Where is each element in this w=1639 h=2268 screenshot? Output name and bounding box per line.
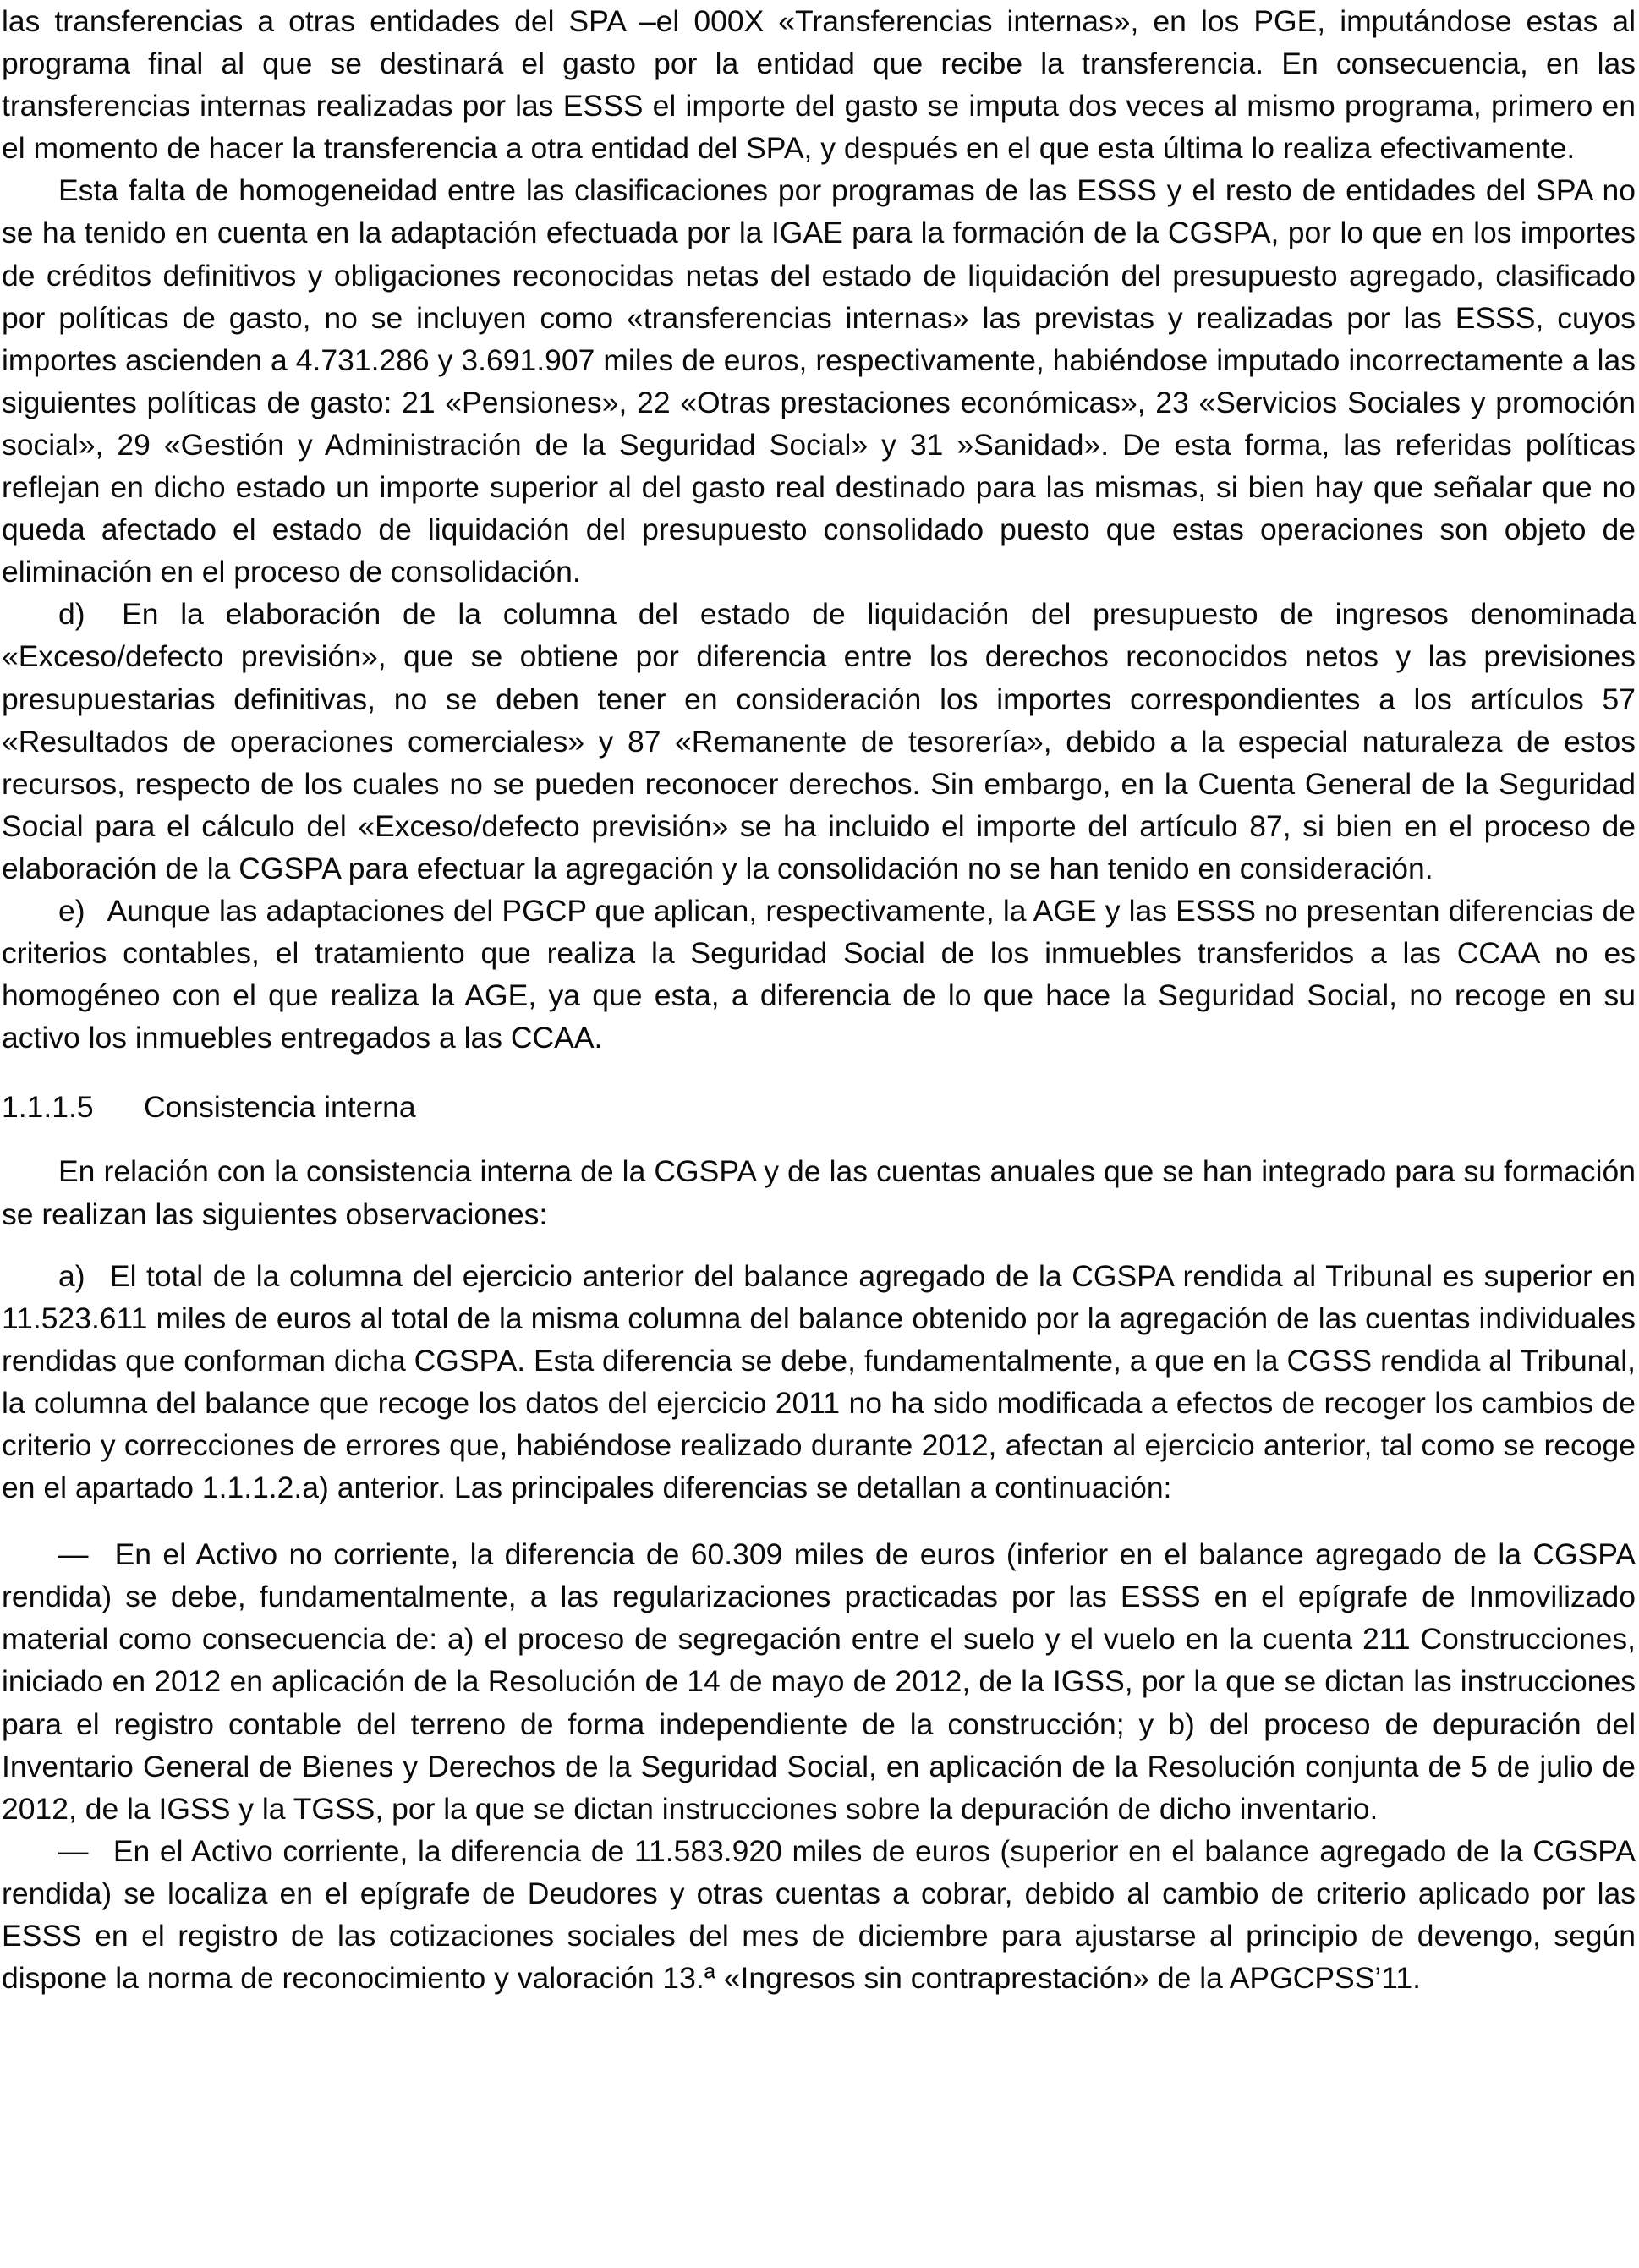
document-body — [2, 0, 1636, 1999]
section-title: Consistencia interna — [144, 1090, 416, 1125]
paragraph-item-e: e) Aunque las adaptaciones del PGCP que aplican, respectivamente, la AGE y las ESSS no presentan diferencias de criterios contables, el tratamiento que realiza la Seguridad Social de los inmuebles transferidos a las CCAA no es homogéneo con el que realiza la AGE, ya que esta, a diferencia de lo que hace la Seguridad Social, no recoge en su activo los inmuebles entregados a las CCAA. — [2, 893, 1636, 1055]
section-heading — [2, 1086, 1636, 1128]
paragraph-item-d: d) En la elaboración de la columna del estado de liquidación del presupuesto de ingresos denominada «Exceso/defecto previsión», que se obtiene por diferencia entre los derechos reconocidos netos y las previsiones presupuestarias definitivas, no se deben tener en consideración los importes correspondientes a los artículos 57 «Resultados de operaciones comerciales» y 87 «Remanente de tesorería», debido a la especial naturaleza de estos recursos, respecto de los cuales no se pueden reconocer derechos. Sin embargo, en la Cuenta General de la Seguridad Social para el cálculo del «Exceso/defecto previsión» se ha incluido el importe del artículo 87, si bien en el proceso de elaboración de la CGSPA para efectuar la agregación y la consolidación no se han tenido en consideración. — [2, 597, 1636, 885]
paragraph-item-a: a) El total de la columna del ejercicio anterior del balance agregado de la CGSPA rendida al Tribunal es superior en 11.523.611 miles de euros al total de la misma columna del balance obtenido por la agregación de las cuentas individuales rendidas que conforman dicha CGSPA. Esta diferencia se debe, fundamentalmente, a que en la CGSS rendida al Tribunal, la columna del balance que recoge los datos del ejercicio 2011 no ha sido modificada a efectos de recoger los cambios de criterio y correcciones de errores que, habiéndose realizado durante 2012, afectan al ejercicio anterior, tal como se recoge en el apartado 1.1.1.2.a) anterior. Las principales diferencias se detallan a continuación: — [2, 1258, 1636, 1505]
paragraph-intro: En relación con la consistencia interna de la CGSPA y de las cuentas anuales que se han integrado para su formación se realizan las siguientes observaciones: — [2, 1154, 1636, 1231]
section-number: 1.1.1.5 — [2, 1090, 94, 1125]
paragraph-continuation: las transferencias a otras entidades del SPA –el 000X «Transferencias internas», en los PGE, imputándose estas al programa final al que se destinará el gasto por la entidad que recibe la transferencia. En consecuencia, en las transferencias internas realizadas por las ESSS el importe del gasto se imputa dos veces al mismo programa, primero en el momento de hacer la transferencia a otra entidad del SPA, y después en el que esta última lo realiza efectivamente. — [2, 4, 1636, 166]
paragraph-homogeneity: Esta falta de homogeneidad entre las clasificaciones por programas de las ESSS y el resto de entidades del SPA no se ha tenido en cuenta en la adaptación efectuada por la IGAE para la formación de la CGSPA, por lo que en los importes de créditos definitivos y obligaciones reconocidas netas del estado de liquidación del presupuesto agregado, clasificado por políticas de gasto, no se incluyen como «transferencias internas» las previstas y realizadas por las ESSS, cuyos importes ascienden a 4.731.286 y 3.691.907 miles de euros, respectivamente, habiéndose imputado incorrectamente a las siguientes políticas de gasto: 21 «Pensiones», 22 «Otras prestaciones económicas», 23 «Servicios Sociales y promoción social», 29 «Gestión y Administración de la Seguridad Social» y 31 »Sanidad». De esta forma, las referidas políticas reflejan en dicho estado un importe superior al del gasto real destinado para las mismas, si bien hay que señalar que no queda afectado el estado de liquidación del presupuesto consolidado puesto que estas operaciones son objeto de eliminación en el proceso de consolidación. — [2, 173, 1636, 589]
dash-item-non-current-assets: — En el Activo no corriente, la diferencia de 60.309 miles de euros (inferior en el balance agregado de la CGSPA rendida) se debe, fundamentalmente, a las regularizaciones practicadas por las ESSS en el epígrafe de Inmovilizado material como consecuencia de: a) el proceso de segregación entre el suelo y el vuelo en la cuenta 211 Construcciones, iniciado en 2012 en aplicación de la Resolución de 14 de mayo de 2012, de la IGSS, por la que se dictan las instrucciones para el registro contable del terreno de forma independiente de la construcción; y b) del proceso de depuración del Inventario General de Bienes y Derechos de la Seguridad Social, en aplicación de la Resolución conjunta de 5 de julio de 2012, de la IGSS y la TGSS, por la que se dictan instrucciones sobre la depuración de dicho inventario. — [2, 1537, 1636, 1826]
dash-item-current-assets: — En el Activo corriente, la diferencia de 11.583.920 miles de euros (superior en el balance agregado de la CGSPA rendida) se localiza en el epígrafe de Deudores y otras cuentas a cobrar, debido al cambio de criterio aplicado por las ESSS en el registro de las cotizaciones sociales del mes de diciembre para ajustarse al principio de devengo, según dispone la norma de reconocimiento y valoración 13.ª «Ingresos sin contraprestación» de la APGCPSS’11. — [2, 1833, 1636, 1996]
